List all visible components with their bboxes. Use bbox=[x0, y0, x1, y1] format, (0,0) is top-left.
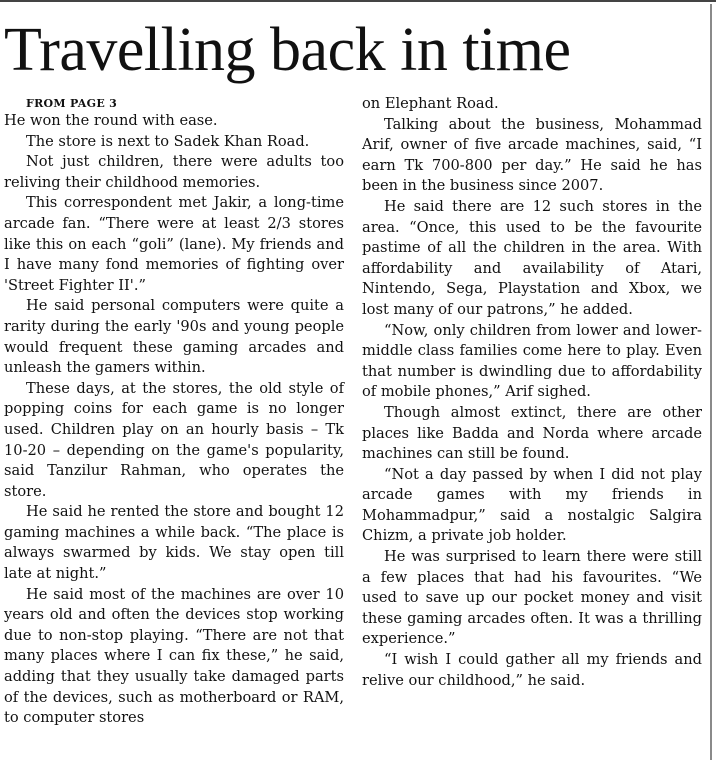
paragraph: “I wish I could gather all my friends and relive our childhood,” he said. bbox=[362, 651, 702, 689]
paragraph: The store is next to Sadek Khan Road. bbox=[26, 132, 310, 150]
right-column bbox=[362, 94, 702, 691]
left-column bbox=[4, 94, 344, 729]
paragraph: He was surprised to learn there were still a few places that had his favourites. “We used to save up our pocket money and visit these gaming arcades often. It was a thrilling experience.” bbox=[362, 548, 702, 648]
paragraph: This correspondent met Jakir, a long-time arcade fan. “There were at least 2/3 stores like this on each “goli” (lane). My friends and I have many fond memories of fighting over 'Street Fighter II'.” bbox=[4, 194, 344, 294]
article-body bbox=[4, 94, 704, 760]
paragraph: He said personal computers were quite a rarity during the early '90s and young people would frequent these gaming arcades and unleash the gamers within. bbox=[4, 297, 344, 377]
paragraph: These days, at the stores, the old style of popping coins for each game is no longer used. Children play on an hourly basis – Tk 10-20 – depending on the game's popularity, said Tanzilur Rahman, who operates the store. bbox=[4, 379, 344, 500]
paragraph: He said most of the machines are over 10 years old and often the devices stop working due to non-stop playing. “There are not that many places where I can fix these,” he said, adding that they usually take damaged parts of the devices, such as motherboard or RAM, to computer stores bbox=[4, 585, 344, 727]
top-border-rule bbox=[0, 0, 716, 2]
paragraph: Not just children, there were adults too reliving their childhood memories. bbox=[4, 153, 344, 191]
paragraph: He said he rented the store and bought 12 gaming machines a while back. “The place is always swarmed by kids. We stay open till late at night.” bbox=[4, 503, 344, 583]
continuation-kicker: FROM PAGE 3 bbox=[26, 97, 118, 110]
article-headline: Travelling back in time bbox=[4, 16, 571, 84]
column-border-rule bbox=[710, 4, 712, 760]
paragraph: Talking about the business, Mohammad Arif, owner of five arcade machines, said, “I earn Tk 700-800 per day.” He said he has been in the business since 2007. bbox=[362, 115, 702, 195]
paragraph-continuation: on Elephant Road. bbox=[362, 95, 499, 112]
paragraph: “Now, only children from lower and lower-middle class families come here to play. Even that number is dwindling due to affordability of mobile phones,” Arif sighed. bbox=[362, 321, 702, 401]
paragraph: He won the round with ease. bbox=[4, 112, 218, 129]
paragraph: “Not a day passed by when I did not play arcade games with my friends in Mohammadpur,” said a nostalgic Salgira Chizm, a private job holder. bbox=[362, 465, 702, 545]
paragraph: He said there are 12 such stores in the area. “Once, this used to be the favourite pastime of all the children in the area. With affordability and availability of Atari, Nintendo, Sega, Playstation and Xbox, we lost many of our patrons,” he added. bbox=[362, 197, 702, 318]
paragraph: Though almost extinct, there are other places like Badda and Norda where arcade machines can still be found. bbox=[362, 403, 702, 463]
